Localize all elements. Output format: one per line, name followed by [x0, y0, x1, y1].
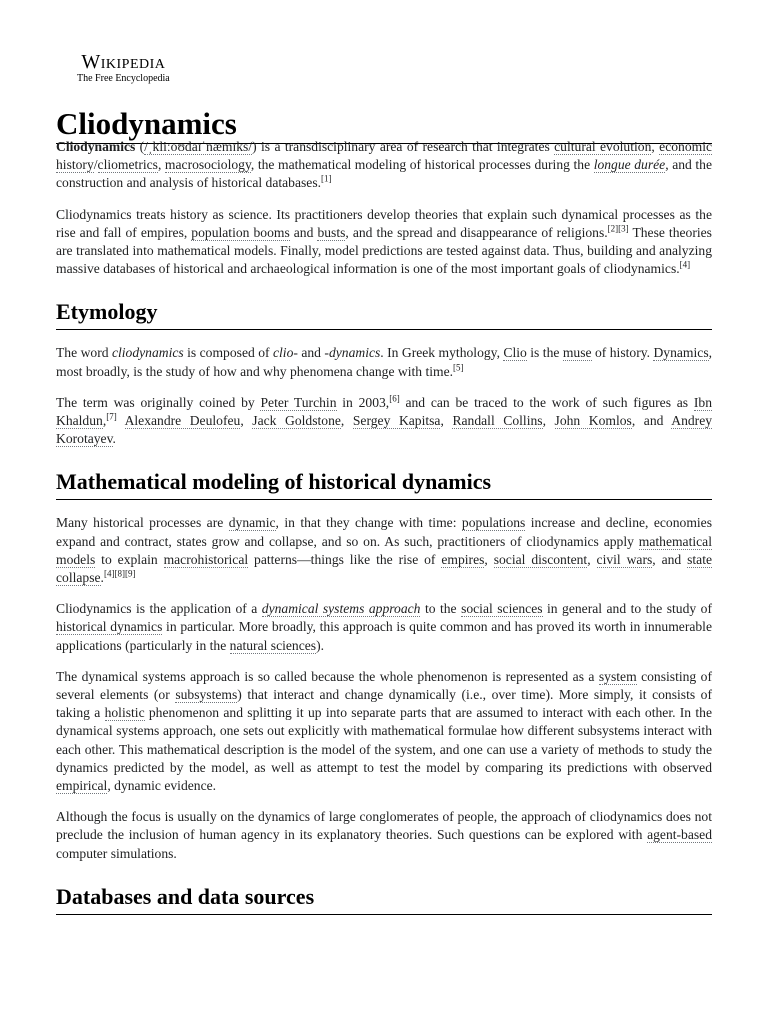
text: Cliodynamics treats history as science. Its practitioners develop theories that explain such dynamical processes as the rise and fall of empires, [56, 206, 712, 240]
modeling-paragraph-3 [56, 668, 712, 795]
lead-term: Cliodynamics [56, 139, 136, 154]
text: Although the focus is usually on the dynamics of large conglomerates of people, the approach of cliodynamics does not preclude the inclusion of human agency in its explanatory theories. Such questions can be explored with [56, 809, 712, 843]
text: Many historical processes are [56, 515, 229, 531]
link-dynamics[interactable]: Dynamics [653, 345, 709, 361]
pronunciation-link[interactable]: /ˌkliːoʊdaɪˈnæmɪks/ [144, 139, 253, 154]
link-alexandre-deulofeu[interactable]: Alexandre Deulofeu [124, 413, 241, 429]
intro-paragraph-2 [56, 206, 712, 279]
text: . [112, 431, 116, 447]
text: , [157, 157, 165, 173]
link-empires[interactable]: empires [441, 551, 485, 567]
text: , and [652, 551, 688, 567]
modeling-paragraph-1 [56, 514, 712, 587]
link-clio[interactable]: Clio [503, 345, 527, 361]
italic-term: -dynamics [324, 345, 381, 361]
text: The dynamical systems approach is so called because the whole phenomenon is represented as a [56, 668, 599, 684]
link-social-discontent[interactable]: social discontent [493, 551, 588, 567]
link-macrohistorical[interactable]: macrohistorical [163, 551, 249, 567]
text: . [100, 570, 104, 586]
link-civil-wars[interactable]: civil wars [596, 551, 653, 567]
link-randall-collins[interactable]: Randall Collins [452, 413, 543, 429]
text: ) is a transdisciplinary area of research that integrates [252, 139, 555, 154]
text: ( [135, 139, 145, 154]
text: The term was originally coined by [56, 394, 261, 410]
italic-term: clio- [272, 345, 298, 361]
link-historical-dynamics[interactable]: historical dynamics [56, 619, 163, 635]
link-mathematical-models[interactable]: mathematical models [56, 533, 712, 567]
text: , dynamic evidence. [107, 778, 217, 794]
text: , the mathematical modeling of historical processes during the [250, 157, 594, 173]
text: phenomenon and splitting it up into separate parts that are assumed to interact with each other. In the dynamical systems approach, one sets out explicitly with mathematical formulae how different subsystems interact with each other. This mathematical description is the model of the system, and one can use a variety of methods to study the dynamics predicted by the model, as well as attempt to test the model by comparing its predictions with observed [56, 705, 712, 775]
text: , [484, 551, 494, 567]
link-cultural-evolution[interactable]: cultural evolution [554, 139, 652, 154]
link-populations[interactable]: populations [461, 515, 526, 531]
text: . In Greek mythology, [380, 345, 504, 361]
text: , [340, 413, 353, 429]
text [117, 413, 125, 428]
link-sergey-kapitsa[interactable]: Sergey Kapitsa [352, 413, 441, 429]
text: in particular. More broadly, this approach is quite common and has proved its worth in innumerable applications (particularly in the [56, 619, 712, 653]
logo-tagline: The Free Encyclopedia [77, 73, 170, 84]
link-population-booms[interactable]: population booms [191, 224, 290, 240]
text: , and the spread and disappearance of religions. [345, 224, 608, 240]
text: is composed of [183, 345, 273, 361]
logo-wordmark: Wikipedia [81, 51, 166, 73]
link-longue-duree[interactable]: longue durée [593, 157, 666, 173]
heading-mathematical-modeling: Mathematical modeling of historical dynamics [56, 468, 712, 500]
text: , [587, 551, 597, 567]
link-economic-history[interactable]: economic history [56, 139, 713, 173]
text: of history. [591, 345, 654, 361]
italic-term: cliodynamics [111, 345, 184, 361]
link-natural-sciences[interactable]: natural sciences [229, 637, 317, 653]
text: in 2003, [336, 394, 390, 410]
article-body [56, 138, 712, 929]
text: to the [420, 601, 462, 617]
text: , [651, 139, 660, 154]
page-title: Cliodynamics [56, 105, 712, 144]
text: , and [631, 413, 672, 429]
text: / [93, 157, 98, 173]
text: , [440, 413, 453, 429]
text: ). [316, 637, 325, 653]
text: , in that they change with time: [275, 515, 462, 531]
text: computer simulations. [56, 845, 177, 861]
text: increase and decline, economies expand and contract, states grow and collapse, and so on. As such, practitioners of cliodynamics apply [56, 515, 712, 549]
heading-databases: Databases and data sources [56, 883, 712, 915]
citation-4b[interactable]: [4] [103, 568, 115, 579]
citation-5[interactable]: [5] [453, 362, 464, 373]
citation-6[interactable]: [6] [389, 393, 400, 404]
link-peter-turchin[interactable]: Peter Turchin [260, 394, 337, 410]
intro-paragraph-1 [56, 138, 712, 193]
citation-9[interactable]: [9] [124, 568, 136, 579]
link-macrosociology[interactable]: macrosociology [164, 157, 251, 173]
citation-2[interactable]: [2] [607, 223, 619, 234]
link-holistic[interactable]: holistic [104, 705, 145, 721]
text: , [102, 413, 107, 429]
citation-1[interactable]: [1] [321, 173, 332, 184]
link-dynamic[interactable]: dynamic [228, 515, 276, 531]
text: in general and to the study of [542, 601, 712, 617]
wikipedia-logo[interactable] [77, 52, 170, 85]
link-john-komlos[interactable]: John Komlos [554, 413, 632, 429]
link-empirical[interactable]: empirical [56, 778, 108, 794]
link-andrey-korotayev[interactable]: Andrey Korotayev [56, 413, 713, 447]
link-agent-based[interactable]: agent-based [647, 827, 712, 843]
modeling-paragraph-2 [56, 600, 712, 655]
link-busts[interactable]: busts [317, 224, 346, 240]
link-state-collapse[interactable]: state collapse [56, 551, 713, 586]
link-muse[interactable]: muse [562, 345, 592, 361]
text: and [297, 345, 325, 361]
link-ibn-khaldun[interactable]: Ibn Khaldun [56, 394, 712, 429]
text: These theories are translated into mathematical models. Finally, model predictions are tested against data. Thus, building and analyzing massive databases of historical and archaeological information is one of the most important goals of cliodynamics. [56, 224, 712, 277]
link-dynamical-systems-approach[interactable]: dynamical systems approach [261, 601, 421, 617]
citation-3[interactable]: [3] [618, 223, 629, 234]
text: , [542, 413, 555, 429]
link-social-sciences[interactable]: social sciences [461, 601, 543, 617]
text: Cliodynamics is the application of a [56, 601, 262, 617]
heading-etymology: Etymology [56, 298, 712, 330]
citation-8[interactable]: [8] [114, 568, 125, 579]
citation-4[interactable]: [4] [679, 259, 691, 270]
text: The word [56, 345, 112, 361]
text: , most broadly, is the study of how and why phenomena change with time. [56, 345, 713, 379]
link-system[interactable]: system [598, 668, 637, 684]
text: and [289, 224, 318, 240]
text: is the [526, 345, 563, 361]
text: , [240, 413, 253, 429]
link-subsystems[interactable]: subsystems [175, 687, 238, 703]
etymology-paragraph-2 [56, 394, 712, 449]
text: and can be traced to the work of such figures as [399, 394, 694, 410]
modeling-paragraph-4 [56, 808, 712, 863]
link-cliometrics[interactable]: cliometrics [97, 157, 158, 173]
citation-7[interactable]: [7] [106, 411, 117, 422]
etymology-paragraph-1 [56, 344, 712, 380]
text: , and the construction and analysis of historical databases. [56, 157, 712, 191]
text: to explain [95, 551, 164, 567]
text: patterns—things like the rise of [248, 551, 442, 567]
text: consisting of several elements (or [56, 668, 712, 703]
text: ) that interact and change dynamically (i.e., over time). More simply, it consists of taking a [56, 687, 713, 721]
link-jack-goldstone[interactable]: Jack Goldstone [252, 413, 341, 429]
